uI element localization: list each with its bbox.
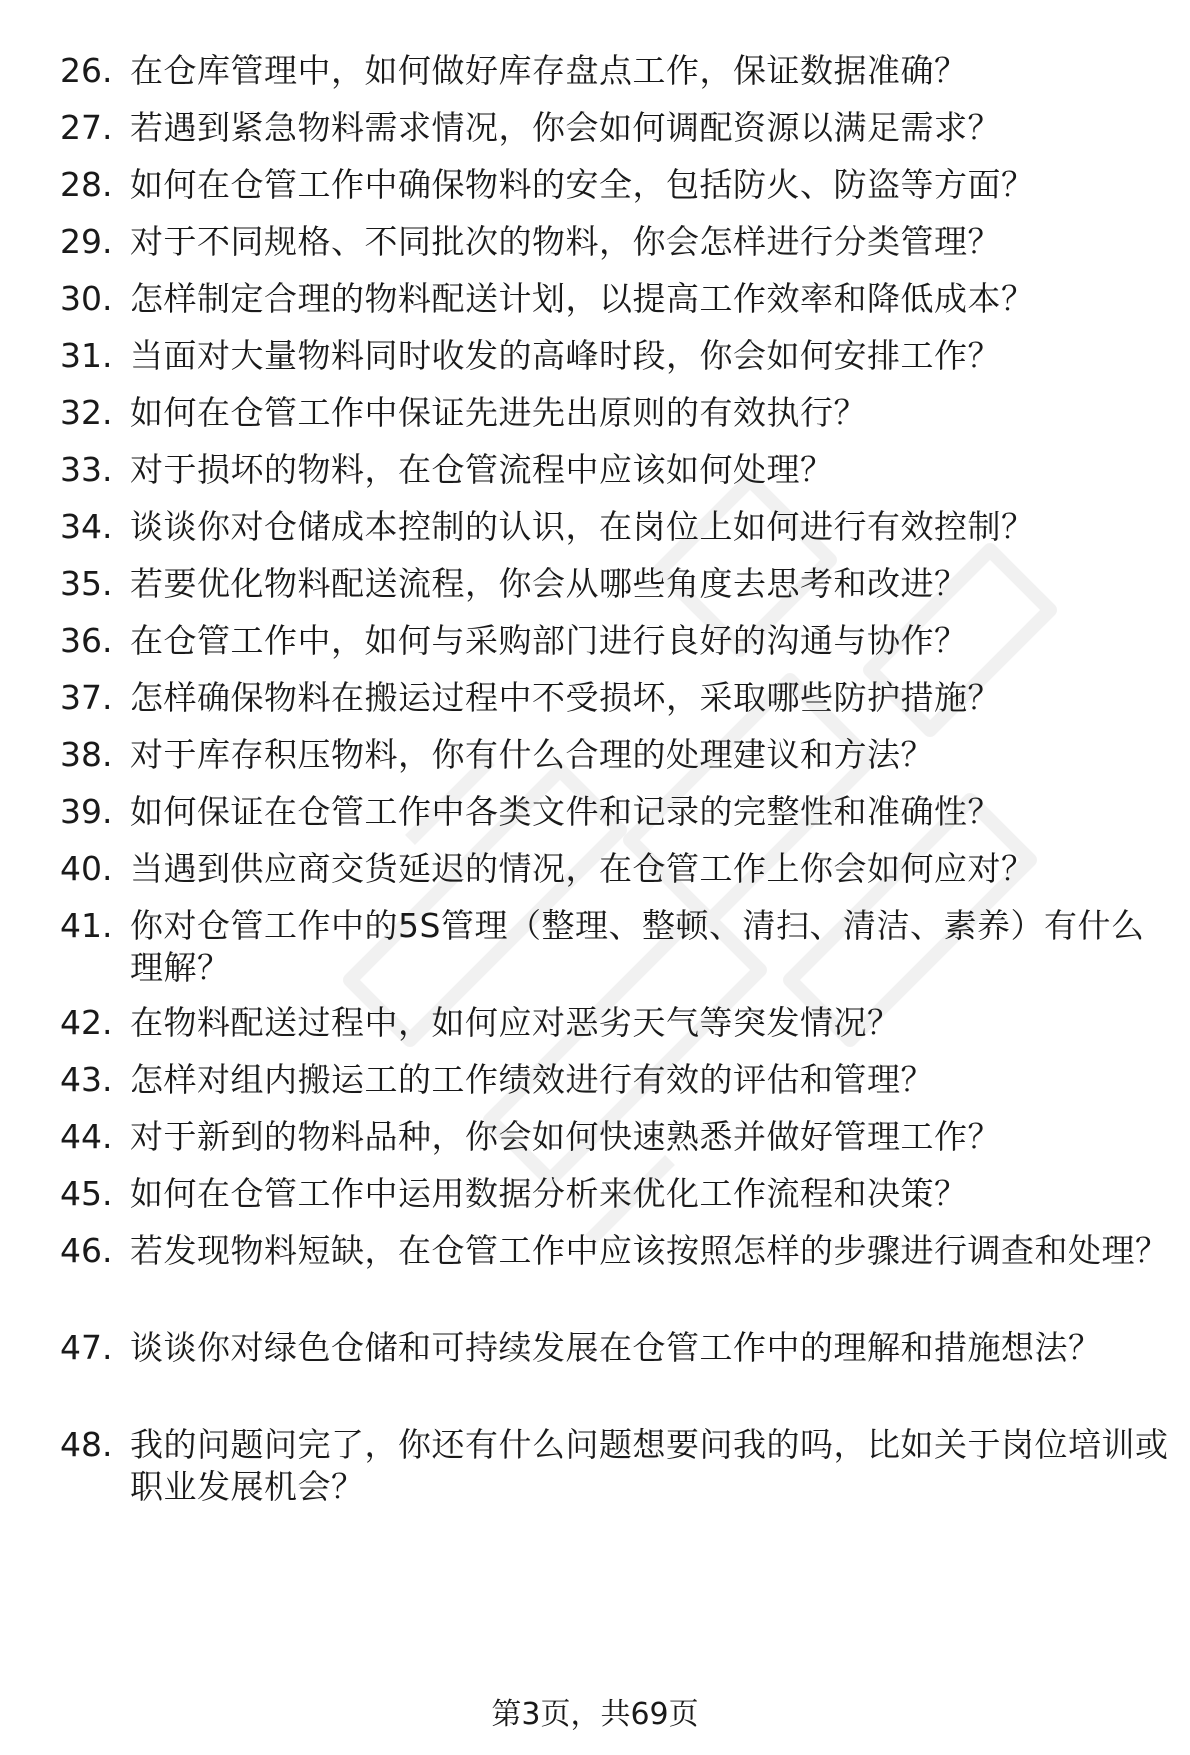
question-text: 在物料配送过程中，如何应对恶劣天气等突发情况？: [130, 1003, 901, 1042]
question-number: 30.: [60, 279, 113, 318]
question-number: 41.: [60, 906, 113, 945]
page-number: 第3页，共69页: [491, 1697, 699, 1732]
list-item: [60, 1327, 1170, 1369]
question-number: 39.: [60, 792, 113, 831]
list-item: [60, 734, 1170, 776]
question-text: 若遇到紧急物料需求情况，你会如何调配资源以满足需求？: [130, 108, 1001, 147]
question-number: 27.: [60, 108, 113, 147]
question-text: 当遇到供应商交货延迟的情况，在仓管工作上你会如何应对？: [130, 849, 1035, 888]
list-item: [60, 1059, 1170, 1101]
list-item: [60, 107, 1170, 149]
question-number: 44.: [60, 1117, 113, 1156]
question-text: 如何在仓管工作中确保物料的安全，包括防火、防盗等方面？: [130, 165, 1035, 204]
question-text: 若发现物料短缺，在仓管工作中应该按照怎样的步骤进行调查和处理？: [130, 1231, 1169, 1270]
question-number: 40.: [60, 849, 113, 888]
question-number: 46.: [60, 1231, 113, 1270]
list-item: [60, 1116, 1170, 1158]
list-item: [60, 50, 1170, 92]
list-item: [60, 335, 1170, 377]
question-number: 43.: [60, 1060, 113, 1099]
question-text: 怎样制定合理的物料配送计划，以提高工作效率和降低成本？: [130, 279, 1035, 318]
question-number: 48.: [60, 1425, 113, 1464]
question-number: 35.: [60, 564, 113, 603]
question-number: 37.: [60, 678, 113, 717]
list-item: [60, 1424, 1170, 1508]
list-item: [60, 278, 1170, 320]
list-item: [60, 392, 1170, 434]
question-number: 34.: [60, 507, 113, 546]
question-text: 若要优化物料配送流程，你会从哪些角度去思考和改进？: [130, 564, 968, 603]
question-number: 29.: [60, 222, 113, 261]
question-text: 在仓库管理中，如何做好库存盘点工作，保证数据准确？: [130, 51, 968, 90]
question-number: 42.: [60, 1003, 113, 1042]
question-number: 47.: [60, 1328, 113, 1367]
list-item: [60, 1173, 1170, 1215]
question-text: 我的问题问完了，你还有什么问题想要问我的吗，比如关于岗位培训或职业发展机会？: [130, 1425, 1169, 1506]
list-item: [60, 677, 1170, 719]
question-text: 怎样对组内搬运工的工作绩效进行有效的评估和管理？: [130, 1060, 934, 1099]
question-number: 28.: [60, 165, 113, 204]
list-item: [60, 1002, 1170, 1044]
list-item: [60, 164, 1170, 206]
question-text: 对于不同规格、不同批次的物料，你会怎样进行分类管理？: [130, 222, 1001, 261]
question-text: 如何在仓管工作中保证先进先出原则的有效执行？: [130, 393, 867, 432]
list-item: [60, 620, 1170, 662]
question-text: 对于库存积压物料，你有什么合理的处理建议和方法？: [130, 735, 934, 774]
question-number: 31.: [60, 336, 113, 375]
list-item: [60, 1230, 1170, 1272]
question-number: 38.: [60, 735, 113, 774]
question-number: 26.: [60, 51, 113, 90]
question-text: 谈谈你对仓储成本控制的认识，在岗位上如何进行有效控制？: [130, 507, 1035, 546]
question-text: 当面对大量物料同时收发的高峰时段，你会如何安排工作？: [130, 336, 1001, 375]
question-number: 36.: [60, 621, 113, 660]
question-text: 怎样确保物料在搬运过程中不受损坏，采取哪些防护措施？: [130, 678, 1001, 717]
list-item: [60, 506, 1170, 548]
question-number: 45.: [60, 1174, 113, 1213]
question-text: 在仓管工作中，如何与采购部门进行良好的沟通与协作？: [130, 621, 968, 660]
question-text: 如何保证在仓管工作中各类文件和记录的完整性和准确性？: [130, 792, 1001, 831]
question-number: 32.: [60, 393, 113, 432]
list-item: [60, 848, 1170, 890]
question-text: 谈谈你对绿色仓储和可持续发展在仓管工作中的理解和措施想法？: [130, 1328, 1102, 1367]
question-number: 33.: [60, 450, 113, 489]
list-item: [60, 563, 1170, 605]
question-text: 如何在仓管工作中运用数据分析来优化工作流程和决策？: [130, 1174, 968, 1213]
list-item: [60, 449, 1170, 491]
list-item: [60, 221, 1170, 263]
question-text: 对于损坏的物料，在仓管流程中应该如何处理？: [130, 450, 834, 489]
list-item: [60, 791, 1170, 833]
question-text: 你对仓管工作中的5S管理（整理、整顿、清扫、清洁、素养）有什么理解？: [130, 906, 1145, 987]
question-text: 对于新到的物料品种，你会如何快速熟悉并做好管理工作？: [130, 1117, 1001, 1156]
list-item: [60, 905, 1170, 989]
